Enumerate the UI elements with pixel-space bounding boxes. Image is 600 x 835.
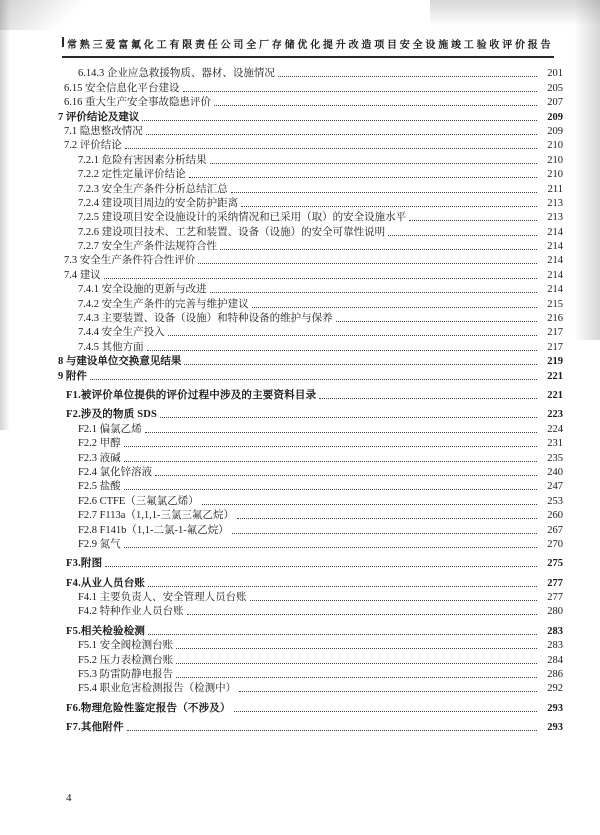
toc-entry[interactable]: [58, 556, 563, 570]
toc-entry[interactable]: [58, 80, 563, 94]
dotted-leader: [237, 518, 537, 519]
toc-entry-page-number: 214: [547, 284, 563, 296]
dotted-leader: [388, 235, 537, 236]
toc-entry-page-number: 201: [547, 68, 563, 80]
dotted-leader: [124, 547, 537, 548]
toc-entry-page-number: 240: [547, 466, 563, 478]
dotted-leader: [176, 677, 537, 678]
toc-entry-title: 8 与建设单位交换意见结果: [58, 356, 182, 368]
dotted-leader: [231, 192, 537, 193]
dotted-leader: [124, 461, 537, 462]
dotted-leader: [155, 475, 537, 476]
dotted-leader: [336, 321, 537, 322]
toc-entry-page-number: 210: [547, 154, 563, 166]
toc-entry[interactable]: [58, 253, 563, 267]
toc-entry[interactable]: [58, 282, 563, 296]
toc-entry-title: F2.涉及的物质 SDS: [66, 409, 158, 421]
dotted-leader: [90, 379, 537, 380]
toc-entry-title: F2.1 偏氯乙烯: [78, 423, 142, 435]
dotted-leader: [183, 91, 538, 92]
page-number: 4: [66, 792, 72, 804]
toc-entry-title: F3.附图: [66, 558, 103, 570]
toc-entry[interactable]: [58, 138, 563, 152]
toc-entry-title: F2.8 F141b（1,1-二氯-1-氟乙烷）: [78, 524, 229, 536]
toc-entry[interactable]: [58, 95, 563, 109]
toc-entry[interactable]: [58, 109, 563, 123]
toc-entry-page-number: 223: [547, 409, 563, 421]
dotted-leader: [127, 730, 537, 731]
dotted-leader: [148, 586, 537, 587]
toc-entry-title: F2.6 CTFE（三氟氯乙烯）: [78, 495, 199, 507]
toc-entry[interactable]: [58, 388, 563, 402]
toc-entry-page-number: 284: [547, 654, 563, 666]
toc-entry[interactable]: [58, 623, 563, 637]
dotted-leader: [176, 663, 537, 664]
toc-entry-title: 7.1 隐患整改情况: [64, 125, 143, 137]
toc-entry-title: F2.4 氯化锌溶液: [78, 466, 153, 478]
toc-entry[interactable]: [58, 181, 563, 195]
dotted-leader: [160, 417, 537, 418]
toc-entry[interactable]: [58, 493, 563, 507]
toc-entry-page-number: 209: [547, 125, 563, 137]
toc-entry-title: F5.相关检验检测: [66, 625, 146, 637]
toc-entry-title: F6.物理危险性鉴定报告（不涉及）: [66, 702, 231, 714]
toc-entry-page-number: 277: [547, 592, 563, 604]
toc-entry-page-number: 211: [547, 183, 563, 195]
toc-entry[interactable]: [58, 296, 563, 310]
dotted-leader: [198, 263, 537, 264]
dotted-leader: [202, 504, 537, 505]
toc-entry-title: 7.4 建议: [64, 269, 101, 281]
toc-entry-page-number: 292: [547, 683, 563, 695]
toc-entry-title: F4.1 主要负责人、安全管理人员台账: [78, 592, 247, 604]
toc-entry-page-number: 214: [547, 241, 563, 253]
toc-entry[interactable]: [58, 167, 563, 181]
toc-entry-page-number: 224: [547, 423, 563, 435]
toc-entry-title: F7.其他附件: [66, 722, 124, 734]
toc-entry[interactable]: [58, 407, 563, 421]
toc-entry-title: 6.15 安全信息化平台建设: [64, 82, 180, 94]
toc-entry[interactable]: [58, 436, 563, 450]
toc-entry[interactable]: [58, 575, 563, 589]
toc-entry-title: 7.4.4 安全生产投入: [78, 327, 165, 339]
toc-entry[interactable]: [58, 681, 563, 695]
toc-entry-page-number: 231: [547, 438, 563, 450]
dotted-leader: [210, 292, 537, 293]
toc-entry-title: F5.4 职业危害检测报告（检测中）: [78, 683, 237, 695]
dotted-leader: [145, 432, 537, 433]
toc-entry-page-number: 216: [547, 313, 563, 325]
dotted-leader: [187, 614, 537, 615]
toc-entry-title: F5.3 防雷防静电报告: [78, 669, 174, 681]
toc-entry-title: 7.4.5 其他方面: [78, 341, 144, 353]
page-header: [62, 36, 554, 58]
toc-entry-page-number: 219: [547, 356, 563, 368]
toc-entry-title: 7.2.4 建设项目周边的安全防护距离: [78, 197, 239, 209]
dotted-leader: [168, 335, 537, 336]
dotted-leader: [142, 120, 537, 121]
toc-entry-title: 7 评价结论及建议: [58, 111, 140, 123]
toc-entry-page-number: 293: [547, 722, 563, 734]
toc-entry-title: F2.2 甲醇: [78, 438, 121, 450]
toc-entry-page-number: 260: [547, 510, 563, 522]
toc-entry-title: 7.2.1 危险有害因素分析结果: [78, 154, 207, 166]
toc-entry[interactable]: [58, 652, 563, 666]
scan-artifact-tick: [62, 37, 64, 47]
toc-entry-page-number: 283: [547, 625, 563, 637]
toc-entry-page-number: 217: [547, 341, 563, 353]
toc-entry[interactable]: [58, 354, 563, 368]
dotted-leader: [278, 76, 537, 77]
toc-entry[interactable]: [58, 450, 563, 464]
toc-entry-title: 9 附件: [58, 370, 87, 382]
dotted-leader: [124, 489, 537, 490]
dotted-leader: [105, 566, 537, 567]
toc-entry[interactable]: [58, 590, 563, 604]
toc-entry[interactable]: [58, 339, 563, 353]
toc-entry[interactable]: [58, 421, 563, 435]
toc-entry-page-number: 277: [547, 577, 563, 589]
toc-entry-page-number: 210: [547, 169, 563, 181]
toc-entry[interactable]: [58, 667, 563, 681]
toc-entry[interactable]: [58, 479, 563, 493]
toc-entry-page-number: 207: [547, 97, 563, 109]
dotted-leader: [220, 249, 537, 250]
page-footer: [66, 792, 72, 804]
toc-entry[interactable]: [58, 239, 563, 253]
toc-entry[interactable]: [58, 66, 563, 80]
dotted-leader: [214, 105, 537, 106]
toc-entry[interactable]: [58, 720, 563, 734]
dotted-leader: [409, 220, 537, 221]
toc-entry[interactable]: [58, 311, 563, 325]
scan-shadow-left-edge: [0, 0, 10, 430]
toc-entry-page-number: 210: [547, 140, 563, 152]
toc-entry[interactable]: [58, 465, 563, 479]
dotted-leader: [210, 163, 537, 164]
toc-entry-title: F5.2 压力表检测台账: [78, 654, 174, 666]
toc-entry[interactable]: [58, 267, 563, 281]
dotted-leader: [146, 134, 537, 135]
toc-entry-title: 7.3 安全生产条件符合性评价: [64, 255, 196, 267]
dotted-leader: [232, 533, 537, 534]
toc-entry-title: 7.4.2 安全生产条件的完善与维护建议: [78, 298, 249, 310]
toc-entry-title: 7.4.1 安全设施的更新与改进: [78, 284, 207, 296]
toc-entry-page-number: 214: [547, 255, 563, 267]
dotted-leader: [234, 711, 537, 712]
toc-entry-title: F1.被评价单位提供的评价过程中涉及的主要资料目录: [66, 389, 317, 401]
toc-entry-page-number: 213: [547, 197, 563, 209]
toc-entry-title: F2.3 液碱: [78, 452, 121, 464]
toc-entry-title: 7.2.6 建设项目技术、工艺和装置、设备（设施）的安全可靠性说明: [78, 226, 386, 238]
toc-entry-title: F2.5 盐酸: [78, 481, 121, 493]
dotted-leader: [124, 446, 537, 447]
toc-entry-title: 7.2.3 安全生产条件分析总结汇总: [78, 183, 228, 195]
dotted-leader: [252, 307, 537, 308]
toc-entry-title: F2.7 F113a（1,1,1-三氯三氟乙烷）: [78, 510, 234, 522]
toc-entry[interactable]: [58, 210, 563, 224]
toc-entry-title: 7.4.3 主要装置、设备（设施）和特种设备的维护与保养: [78, 313, 333, 325]
toc-entry-title: F2.9 氮气: [78, 538, 121, 550]
toc-entry-page-number: 283: [547, 640, 563, 652]
toc-entry-title: 7.2.7 安全生产条件法规符合性: [78, 241, 218, 253]
dotted-leader: [147, 350, 537, 351]
toc-entry-page-number: 280: [547, 606, 563, 618]
dotted-leader: [241, 206, 537, 207]
toc-entry-page-number: 214: [547, 269, 563, 281]
toc-entry-page-number: 267: [547, 524, 563, 536]
toc-entry[interactable]: [58, 604, 563, 618]
dotted-leader: [184, 364, 537, 365]
toc-entry-page-number: 275: [547, 558, 563, 570]
toc-entry-page-number: 235: [547, 452, 563, 464]
scan-shadow-top-left: [0, 0, 95, 30]
toc-entry-title: 7.2.5 建设项目安全设施设计的采纳情况和已采用（取）的安全设施水平: [78, 212, 407, 224]
toc-entry[interactable]: [58, 368, 563, 382]
toc-entry-page-number: 215: [547, 298, 563, 310]
toc-entry-page-number: 247: [547, 481, 563, 493]
toc-entry-title: 6.16 重大生产安全事故隐患评价: [64, 97, 211, 109]
toc-entry-page-number: 213: [547, 212, 563, 224]
toc-entry-page-number: 205: [547, 82, 563, 94]
toc-entry-title: 7.2 评价结论: [64, 140, 122, 152]
toc-entry[interactable]: [58, 196, 563, 210]
scan-shadow-top-right: [430, 0, 600, 26]
toc-entry-page-number: 221: [547, 370, 563, 382]
dotted-leader: [319, 398, 537, 399]
toc-entry-page-number: 221: [547, 389, 563, 401]
toc-entry-page-number: 293: [547, 702, 563, 714]
toc-entry-page-number: 286: [547, 669, 563, 681]
toc-entry-page-number: 253: [547, 495, 563, 507]
toc-entry[interactable]: [58, 700, 563, 714]
toc-entry-title: 7.2.2 定性定量评价结论: [78, 169, 186, 181]
toc-entry-page-number: 270: [547, 538, 563, 550]
toc-entry[interactable]: [58, 638, 563, 652]
dotted-leader: [189, 177, 537, 178]
scan-shadow-right-edge: [574, 0, 600, 340]
toc-entry-title: F4.2 特种作业人员台账: [78, 606, 184, 618]
report-title: 常熟三爱富氟化工有限责任公司全厂存储优化提升改造项目安全设施竣工验收评价报告: [67, 40, 554, 51]
toc-entry[interactable]: [58, 522, 563, 536]
dotted-leader: [239, 691, 537, 692]
toc-entry[interactable]: [58, 152, 563, 166]
toc-entry[interactable]: [58, 325, 563, 339]
toc-entry[interactable]: [58, 508, 563, 522]
dotted-leader: [104, 278, 537, 279]
toc-entry-page-number: 209: [547, 111, 563, 123]
dotted-leader: [148, 634, 537, 635]
toc-entry[interactable]: [58, 537, 563, 551]
toc-entry-title: F5.1 安全阀检测台账: [78, 640, 174, 652]
toc-entry[interactable]: [58, 224, 563, 238]
dotted-leader: [176, 648, 537, 649]
toc-entry-page-number: 217: [547, 327, 563, 339]
toc-entry[interactable]: [58, 124, 563, 138]
toc-entry-title: 6.14.3 企业应急救援物质、器材、设施情况: [78, 68, 275, 80]
toc-entry-page-number: 214: [547, 226, 563, 238]
toc-entry-title: F4.从业人员台账: [66, 577, 146, 589]
dotted-leader: [250, 600, 537, 601]
dotted-leader: [125, 148, 537, 149]
table-of-contents: [58, 66, 563, 734]
